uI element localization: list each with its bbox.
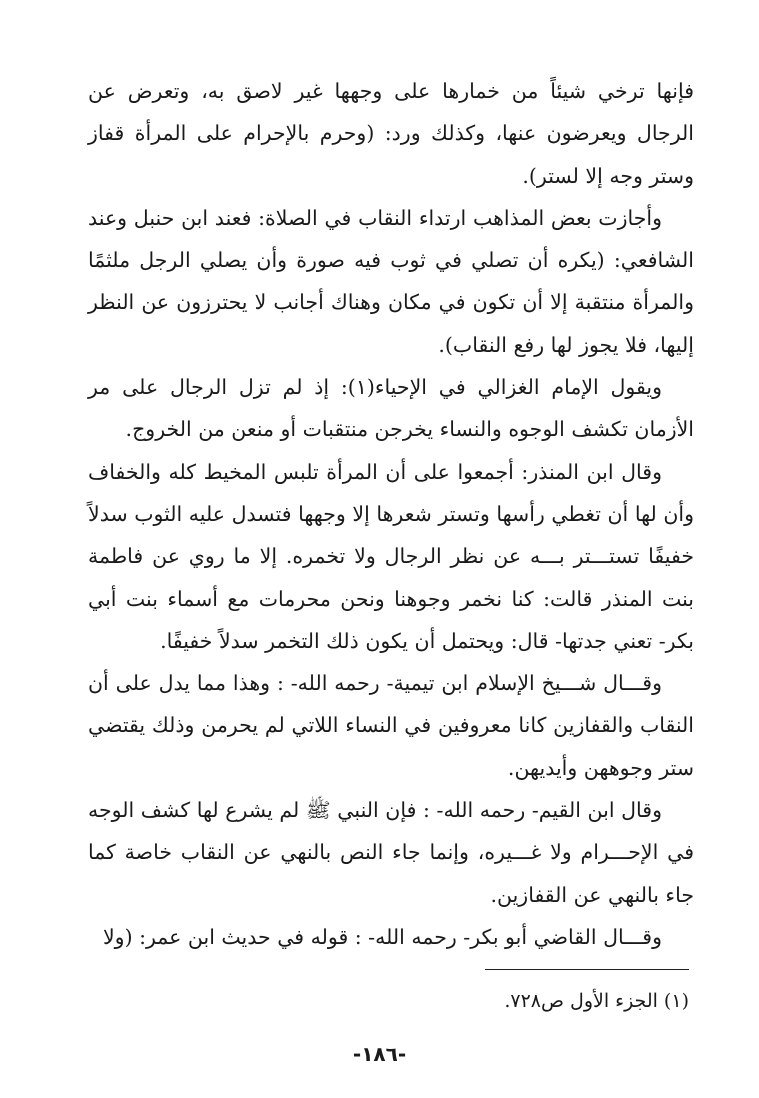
paragraph-5: وقـــال شـــيخ الإسلام ابن تيمية- رحمه الله- : وهذا مما يدل على أن النقاب والقفازين كانا معروفين في النساء اللاتي لم يحرمن وذلك يقتضي ستر وجوههن وأيديهن.: [88, 671, 694, 780]
paragraph-2: وأجازت بعض المذاهب ارتداء النقاب في الصلاة: فعند ابن حنبل وعند الشافعي: (يكره أن تصلي في ثوب فيه صورة وأن يصلي الرجل ملثمًا والمرأة منتقبة إلا أن تكون في مكان وهناك أجانب لا يحترزون عن النظر إليها، فلا يجوز لها رفع النقاب).: [88, 205, 694, 357]
footnote-divider: [485, 969, 689, 970]
paragraph-1: فإنها ترخي شيئاً من خمارها على وجهها غير لاصق به، وتعرض عن الرجال ويعرضون عنها، وكذلك ورد: (وحرم بالإحرام على المرأة قفاز وستر وجه إلا لستر).: [88, 79, 694, 188]
paragraph-4: وقال ابن المنذر: أجمعوا على أن المرأة تلبس المخيط كله والخفاف وأن لها أن تغطي رأسها وتستر شعرها إلا وجهها فتسدل عليه الثوب سدلاً خفيفًا تستـــتر بـــه عن نظر الرجال ولا تخمره. إلا ما روي عن فاطمة بنت المنذر قالت: كنا نخمر وجوهنا ونحن محرمات مع أسماء بنت أبي بكر- تعني جدتها- قال: ويحتمل أن يكون ذلك التخمر سدلاً خفيفًا.: [88, 459, 694, 653]
paragraph-6: وقال ابن القيم- رحمه الله- : فإن النبي ﷺ لم يشرع لها كشف الوجه في الإحـــرام ولا غـــيره، وإنما جاء النص بالنهي عن النقاب خاصة كما جاء بالنهي عن القفازين.: [88, 798, 694, 907]
paragraph-3: ويقول الإمام الغزالي في الإحياء(١): إذ لم تزل الرجال على مر الأزمان تكشف الوجوه والنساء يخرجن منتقبات أو منعن من الخروج.: [88, 375, 694, 442]
page-body: [88, 70, 694, 958]
page-number: -١٨٦-: [352, 1042, 407, 1066]
footnote: (١) الجزء الأول ص٧٢٨.: [504, 990, 689, 1012]
paragraph-7: وقـــال القاضي أبو بكر- رحمه الله- : قوله في حديث ابن عمر: (ولا: [102, 924, 662, 949]
